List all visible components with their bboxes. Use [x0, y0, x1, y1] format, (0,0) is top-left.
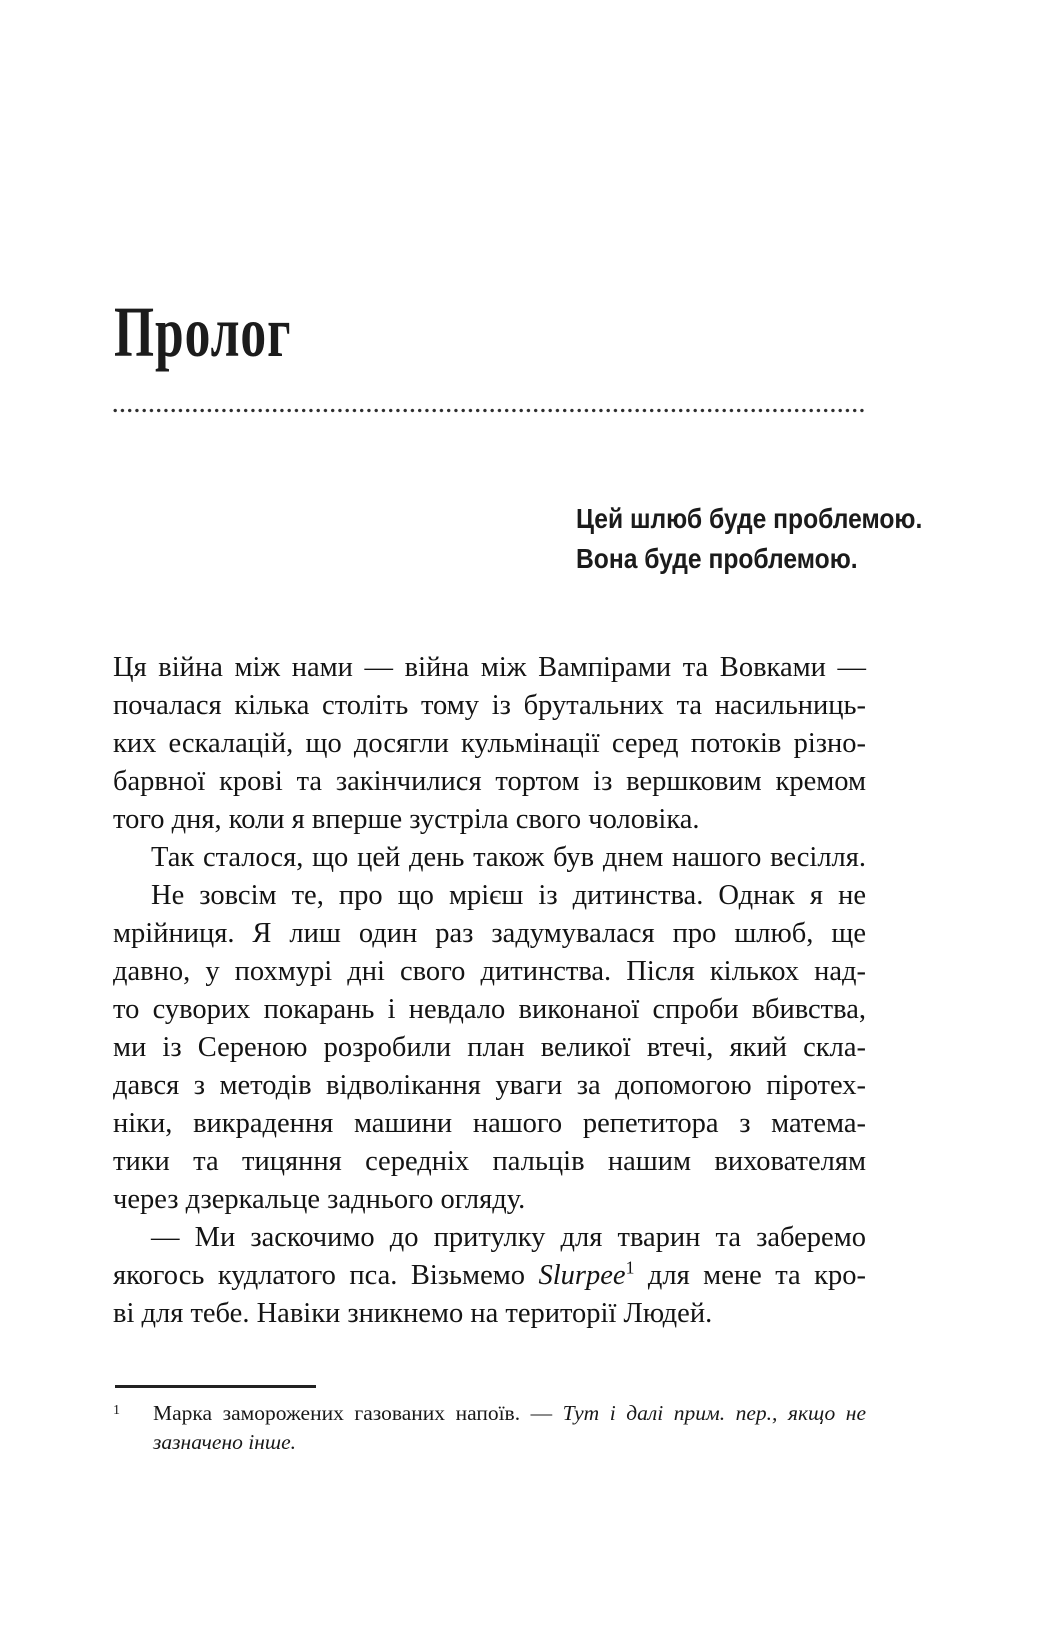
text-segment: давно, у похмурі дні свого дитинства. Після кількох над-	[113, 956, 866, 987]
body-line	[113, 725, 866, 763]
text-segment: ві для тебе. Навіки зникнемо на території Людей.	[113, 1298, 713, 1329]
footnote-line	[153, 1399, 866, 1428]
footnote	[113, 1399, 866, 1457]
body-line	[113, 839, 866, 877]
body-line	[113, 687, 866, 725]
footnote-marker: 1	[113, 1403, 120, 1418]
text-segment: мрійниця. Я лиш один раз задумувалася про шлюб, ще	[113, 918, 866, 949]
text-segment: якогось кудлатого пса. Візьмемо	[113, 1260, 539, 1291]
text-segment: для мене та кро-	[634, 1260, 866, 1291]
text-segment: Марка заморожених газованих напоїв. —	[153, 1401, 563, 1425]
body-line	[113, 1181, 866, 1219]
text-segment: ких ескалацій, що досягли кульмінації серед потоків різно-	[113, 728, 866, 759]
text-segment: Вона буде проблемою.	[576, 543, 858, 574]
body-line	[113, 991, 866, 1029]
body-line	[113, 649, 866, 687]
text-segment: Не зовсім те, про що мрієш із дитинства. Однак я не	[151, 880, 866, 911]
text-segment: то суворих покарань і невдало виконаної спроби вбивства,	[113, 994, 866, 1025]
text-segment: — Ми заскочимо до притулку для тварин та заберемо	[151, 1222, 866, 1253]
epigraph	[576, 499, 922, 579]
body-line	[113, 763, 866, 801]
body-line	[113, 1067, 866, 1105]
footnote-divider	[115, 1385, 316, 1388]
epigraph-line	[576, 539, 922, 579]
text-segment: через дзеркальце заднього огляду.	[113, 1184, 526, 1215]
text-segment: почалася кілька століть тому із брутальних та насильниць-	[113, 690, 866, 721]
chapter-title: Пролог	[114, 293, 292, 373]
body-line	[113, 1143, 866, 1181]
footnote-text	[153, 1399, 866, 1457]
body-line	[113, 1219, 866, 1257]
text-segment: того дня, коли я вперше зустріла свого чоловіка.	[113, 804, 700, 835]
dotted-divider	[113, 408, 866, 413]
text-segment: дався з методів відволікання уваги за допомогою піротех-	[113, 1070, 866, 1101]
footnote-reference: 1	[625, 1257, 635, 1278]
text-segment: Slurpee	[538, 1260, 626, 1291]
footnote-line	[153, 1428, 866, 1457]
text-segment: тики та тицяння середніх пальців нашим вихователям	[113, 1146, 866, 1177]
text-segment: зазначено інше.	[153, 1430, 297, 1454]
text-segment: ніки, викрадення машини нашого репетитора з матема-	[113, 1108, 866, 1139]
body-line	[113, 1257, 866, 1295]
body-line	[113, 953, 866, 991]
text-segment: Тут і далі прим. пер., якщо не	[562, 1401, 866, 1425]
body-line	[113, 1105, 866, 1143]
body-line	[113, 801, 866, 839]
text-segment: Цей шлюб буде проблемою.	[576, 503, 923, 534]
body-line	[113, 877, 866, 915]
epigraph-line	[576, 499, 922, 539]
text-segment: Ця війна між нами — війна між Вампірами та Вовками —	[113, 652, 866, 683]
text-segment: ми із Сереною розробили план великої втечі, який скла-	[113, 1032, 866, 1063]
text-segment: Так сталося, що цей день також був днем нашого весілля.	[151, 842, 866, 873]
body-text	[113, 649, 866, 1333]
text-segment: барвної крові та закінчилися тортом із вершковим кремом	[113, 766, 866, 797]
body-line	[113, 1029, 866, 1067]
body-line	[113, 1295, 866, 1333]
body-line	[113, 915, 866, 953]
